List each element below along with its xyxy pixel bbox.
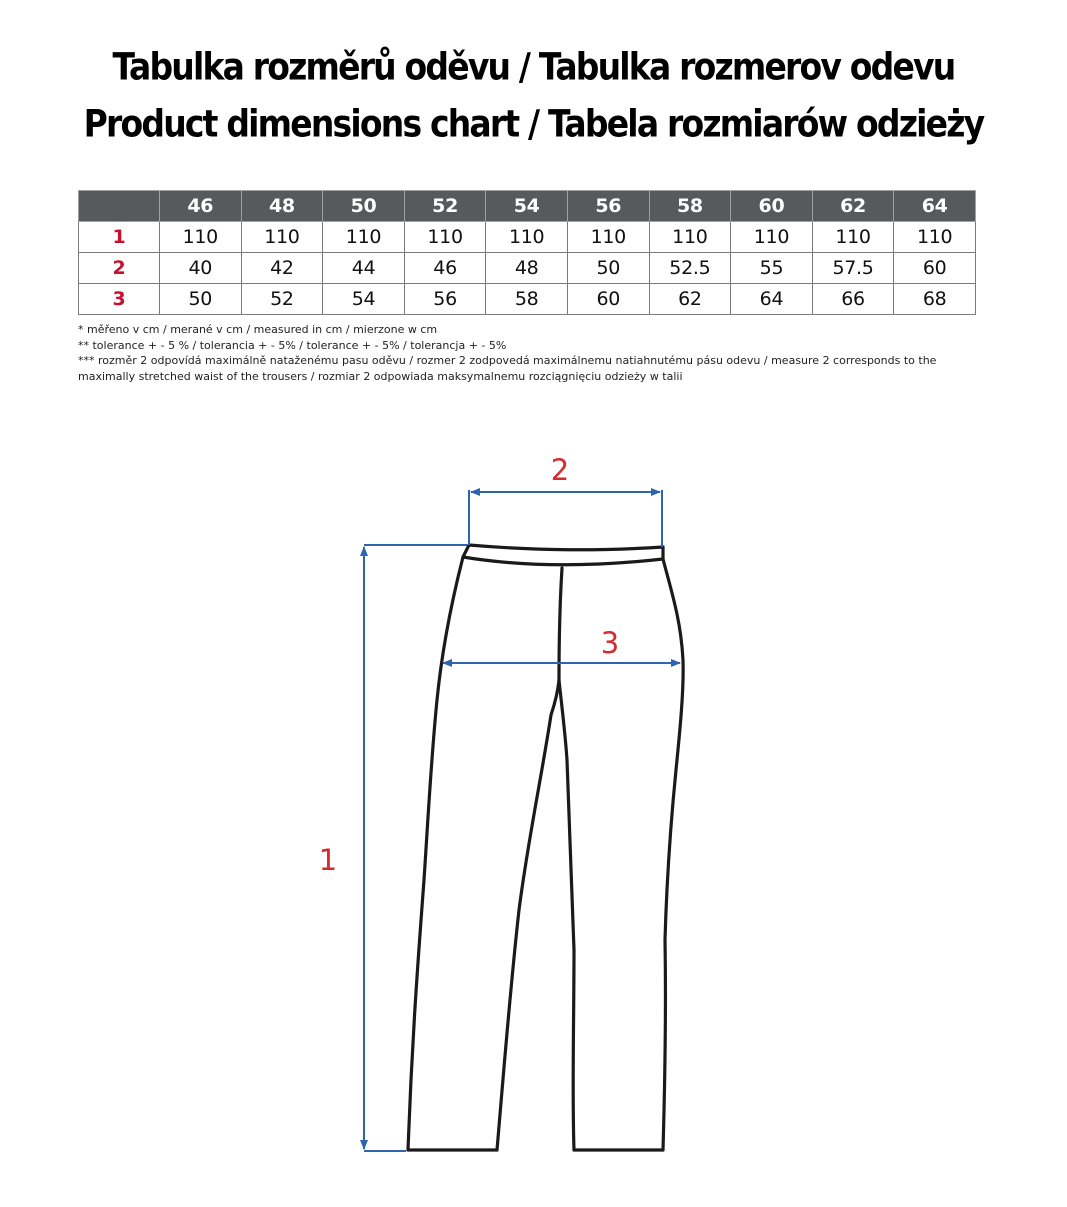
value-cell: 68 bbox=[894, 284, 976, 315]
value-cell: 110 bbox=[894, 222, 976, 253]
value-cell: 110 bbox=[567, 222, 649, 253]
footnote-measured: * měřeno v cm / merané v cm / measured in cm / mierzone w cm bbox=[78, 323, 438, 336]
value-cell: 52.5 bbox=[649, 253, 731, 284]
value-cell: 110 bbox=[160, 222, 242, 253]
size-header-cell: 52 bbox=[404, 191, 486, 222]
value-cell: 110 bbox=[649, 222, 731, 253]
size-header-cell: 46 bbox=[160, 191, 242, 222]
footnote-tolerance: ** tolerance + - 5 % / tolerancia + - 5% / tolerance + - 5% / tolerancja + - 5% bbox=[78, 338, 507, 352]
measure-label-cell: 2 bbox=[79, 253, 160, 284]
title-line-2: Product dimensions chart / Tabela rozmiarów odzieży bbox=[83, 101, 984, 146]
measure-line-length bbox=[364, 545, 467, 1151]
value-cell: 52 bbox=[241, 284, 323, 315]
value-cell: 56 bbox=[404, 284, 486, 315]
size-header-cell: 48 bbox=[241, 191, 323, 222]
value-cell: 110 bbox=[812, 222, 894, 253]
size-header-cell: 54 bbox=[486, 191, 568, 222]
value-cell: 50 bbox=[160, 284, 242, 315]
value-cell: 44 bbox=[323, 253, 405, 284]
value-cell: 66 bbox=[812, 284, 894, 315]
size-header-cell: 58 bbox=[649, 191, 731, 222]
value-cell: 57.5 bbox=[812, 253, 894, 284]
measure-label-cell: 1 bbox=[79, 222, 160, 253]
size-header-cell: 60 bbox=[731, 191, 813, 222]
value-cell: 54 bbox=[323, 284, 405, 315]
value-cell: 62 bbox=[649, 284, 731, 315]
trousers-outline bbox=[408, 545, 683, 1150]
value-cell: 46 bbox=[404, 253, 486, 284]
value-cell: 110 bbox=[323, 222, 405, 253]
measure-label-length: 1 bbox=[318, 843, 338, 877]
value-cell: 42 bbox=[241, 253, 323, 284]
value-cell: 60 bbox=[567, 284, 649, 315]
size-header-cell: 62 bbox=[812, 191, 894, 222]
value-cell: 110 bbox=[241, 222, 323, 253]
value-cell: 110 bbox=[731, 222, 813, 253]
measure-label-cell: 3 bbox=[79, 284, 160, 315]
value-cell: 55 bbox=[731, 253, 813, 284]
value-cell: 48 bbox=[486, 253, 568, 284]
value-cell: 60 bbox=[894, 253, 976, 284]
footnote-waist: *** rozměr 2 odpovídá maximálně nataženému pasu oděvu / rozmer 2 zodpovedá maximálnemu natiahnutému pásu odevu / measure 2 corresponds to the maximally stretched waist of the trousers / rozmiar 2 odpowiada maksymalnemu rozciągnięciu odzieży w talii bbox=[78, 354, 937, 383]
value-cell: 58 bbox=[486, 284, 568, 315]
value-cell: 40 bbox=[160, 253, 242, 284]
size-header-cell: 50 bbox=[323, 191, 405, 222]
value-cell: 64 bbox=[731, 284, 813, 315]
measure-label-hip: 3 bbox=[600, 626, 620, 660]
value-cell: 110 bbox=[486, 222, 568, 253]
value-cell: 50 bbox=[567, 253, 649, 284]
measure-line-waist bbox=[469, 490, 662, 547]
title-line-1: Tabulka rozměrů oděvu / Tabulka rozmerov odevu bbox=[112, 44, 955, 89]
value-cell: 110 bbox=[404, 222, 486, 253]
size-header-cell: 56 bbox=[567, 191, 649, 222]
measure-label-waist: 2 bbox=[550, 453, 570, 487]
size-header-cell: 64 bbox=[894, 191, 976, 222]
